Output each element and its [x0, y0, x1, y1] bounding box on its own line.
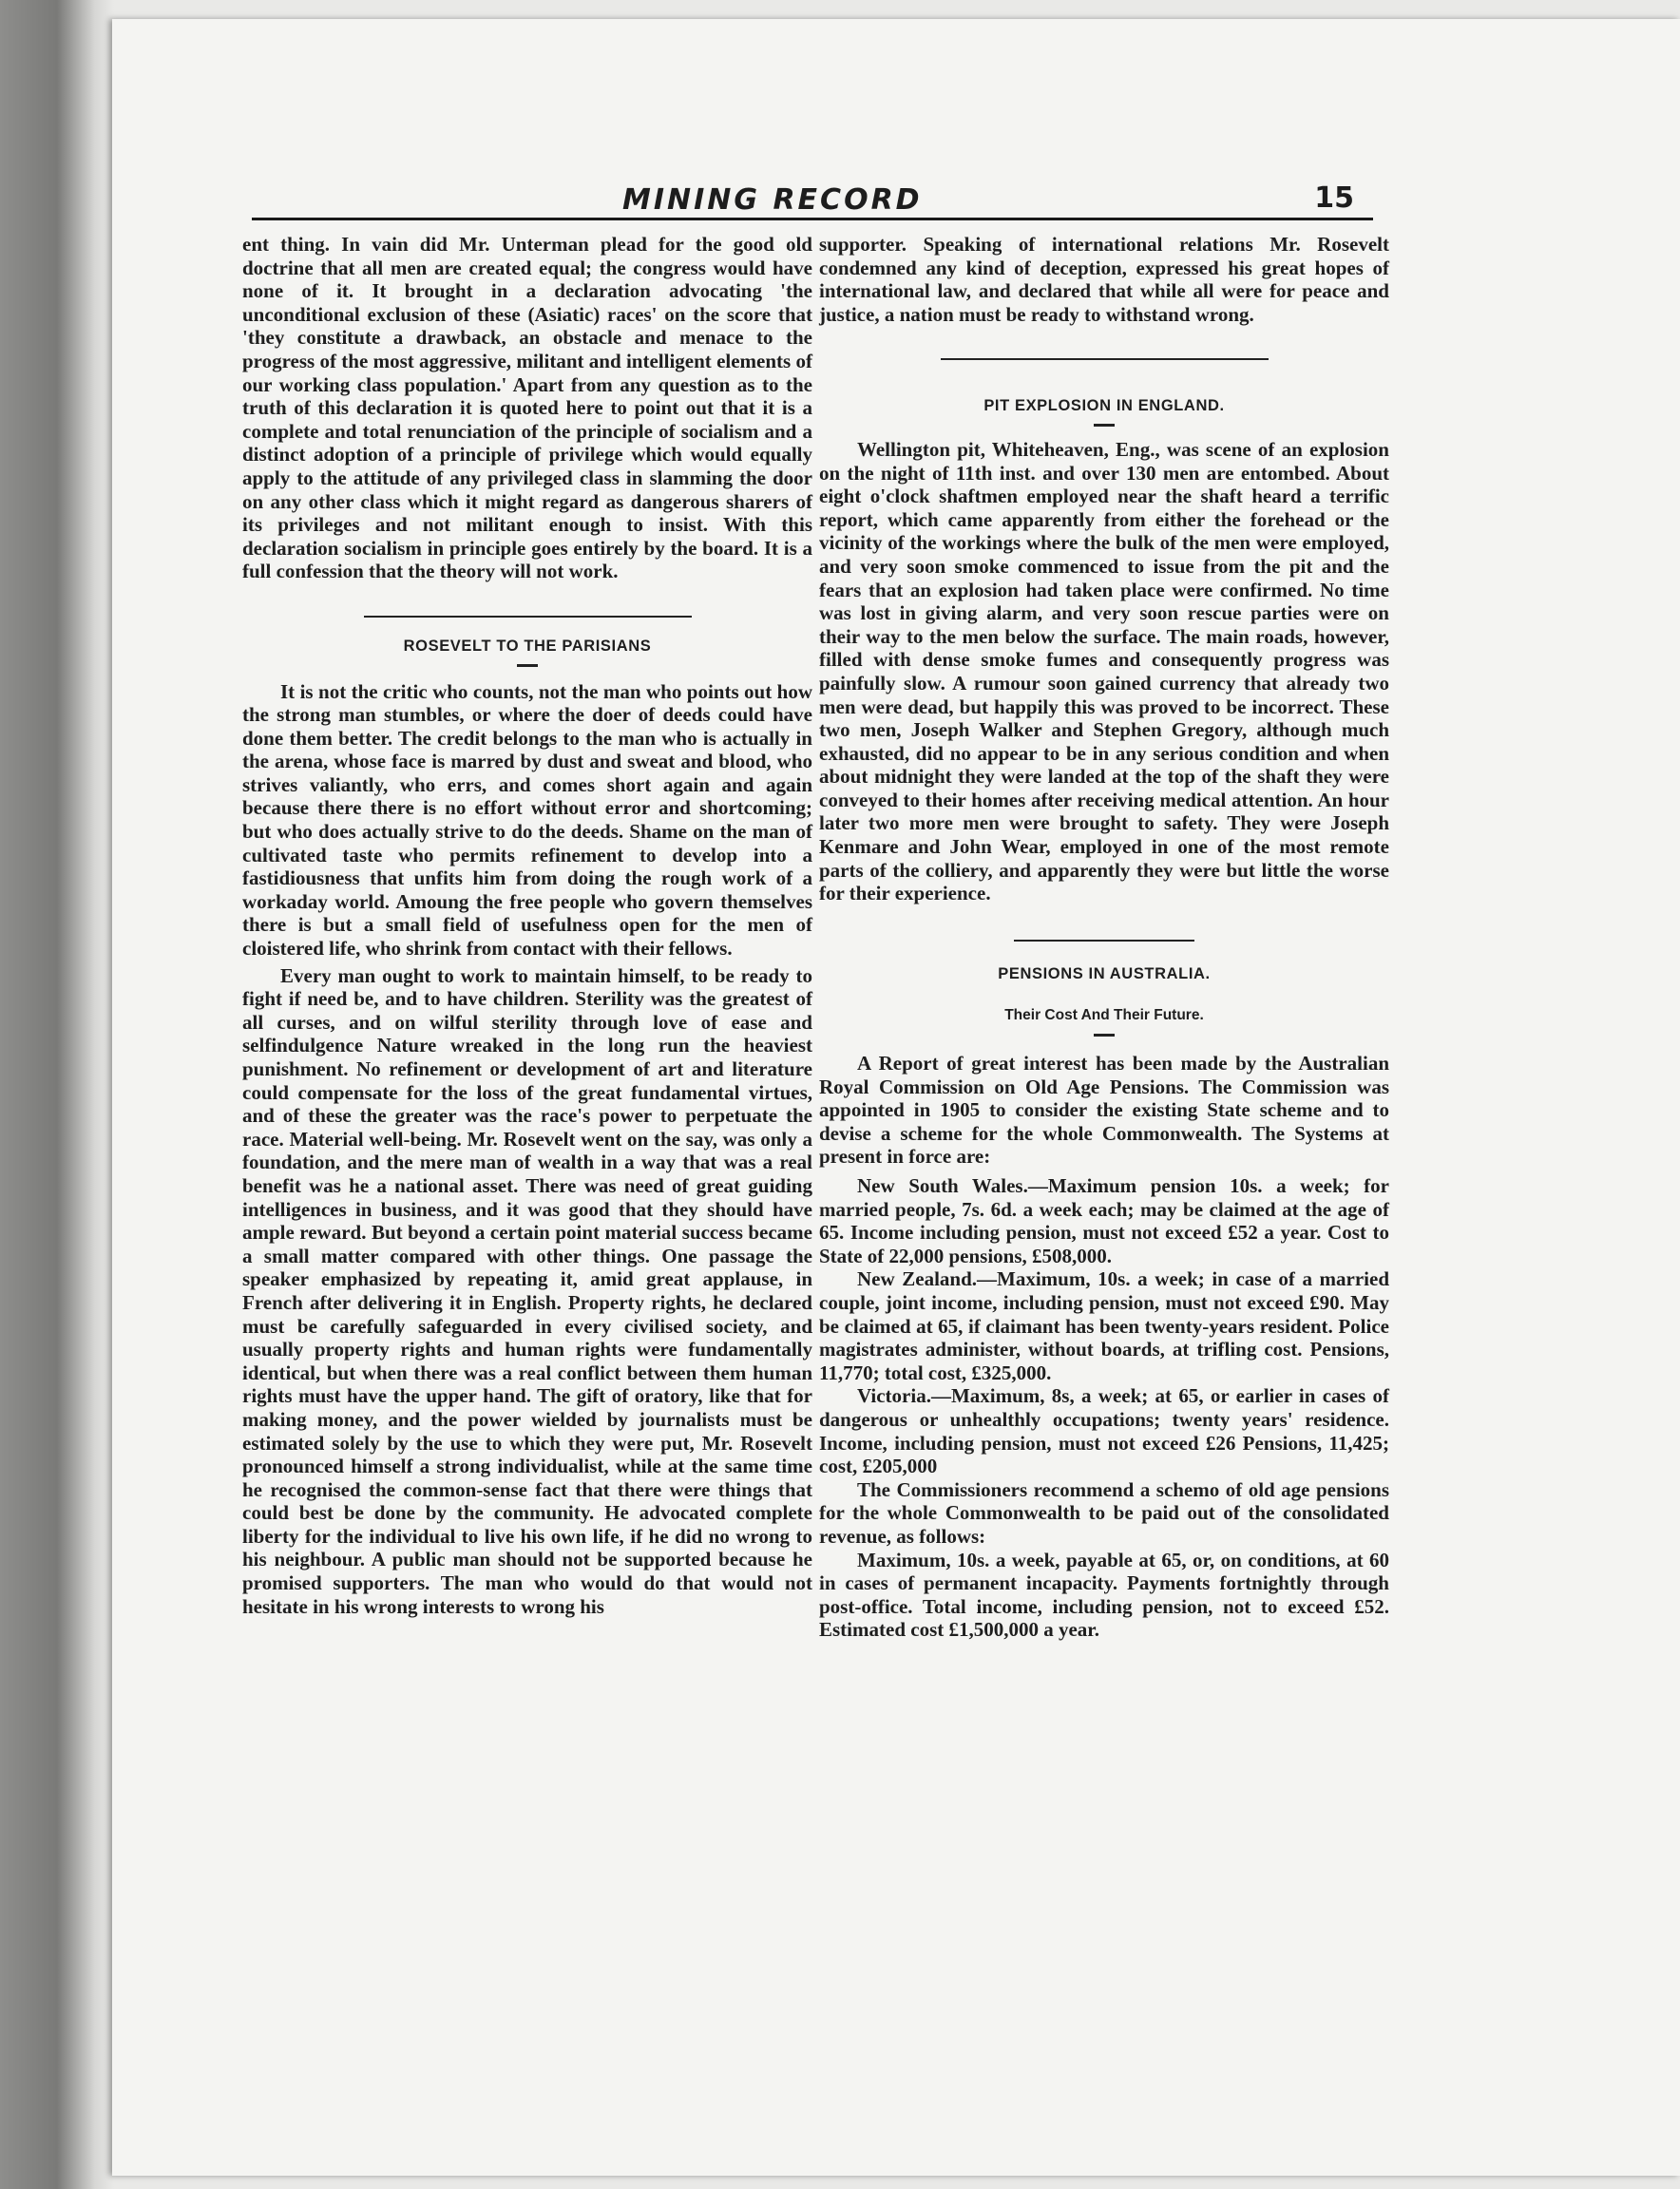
right-column [819, 233, 1389, 1642]
pensions-recommendation: The Commissioners recommend a schemo of old age pensions for the whole Commonwealth to be paid out of the consolidated revenue, as follows: [819, 1477, 1389, 1548]
pensions-nz: New Zealand.—Maximum, 10s. a week; in case of a married couple, joint income, including pension, must not exceed £90. May be claimed at 65, if claimant has been twenty-years resident. Police magistrates administer, without boards, at trifling cost. Pensions, 11,770; total cost, £325,000. [819, 1267, 1389, 1384]
page-header [252, 181, 1373, 220]
pensions-nsw: New South Wales.—Maximum pension 10s. a week; for married people, 7s. 6d. a week each; may be claimed at the age of 65. Income including pension, must not exceed £52 a year. Cost to State of 22,000 pensions, £508,000. [819, 1174, 1389, 1267]
pensions-intro: A Report of great interest has been made by the Australian Royal Commission on Old Age Pensions. The Commission was appointed in 1905 to consider the existing State scheme and to devise a scheme for the whole Commonwealth. The Systems at present in force are: [819, 1052, 1389, 1169]
rosevelt-paragraph-1: It is not the critic who counts, not the man who points out how the strong man stumbles, or where the doer of deeds could have done them better. The credit belongs to the man who is actually in the arena, whose face is marred by dust and sweat and blood, who strives valiantly, who errs, and comes short again and again because there there is no effort without error and shortcoming; but who does actually strive to do the deeds. Shame on the man of cultivated taste who permits refinement to develop into a fastidiousness that unfits him from doing the rough work of a workaday world. Amoung the free people who govern themselves there is but a small field of usefulness open for the men of cloistered life, who shrink from contact with their fellows. [242, 679, 812, 961]
left-column [242, 233, 812, 1618]
section-subheading-pensions: Their Cost And Their Future. [1004, 1007, 1204, 1024]
section-heading-rosevelt: ROSEVELT TO THE PARISIANS [403, 637, 652, 655]
section-heading-pensions: PENSIONS IN AUSTRALIA. [998, 964, 1211, 982]
section-divider [364, 616, 692, 618]
heading-dash [1094, 1034, 1115, 1037]
page-number: 15 [1314, 181, 1354, 215]
heading-dash [517, 664, 538, 667]
rosevelt-paragraph-2: Every man ought to work to maintain himself, to be ready to fight if need be, and to have children. Sterility was the greatest of all curses, and on wilful sterility through love of ease and selfindulgence Nature wreaked in the long run the heaviest punishment. No refinement or development of art and literature could compensate for the loss of the great fundamental virtues, and of these the greater was the race's power to perpetuate the race. Material well-being. Mr. Rosevelt went on the say, was only a foundation, and the mere man of wealth in a way that was a real benefit was he a national asset. There was need of great guiding intelligences in business, and it was good that they should have ample reward. But beyond a certain point material success became a small matter compared with other things. One passage the speaker emphasized by repeating it, amid great applause, in French after delivering it in English. Property rights, he declared must be carefully safeguarded in every civilised society, and usually property rights and human rights were fundamentally identical, but when there was a real conflict between them human rights must have the upper hand. The gift of oratory, like that for making money, and the power wielded by journalists must be estimated solely by the use to which they were put, Mr. Rosevelt pronounced himself a strong individualist, while at the same time he recognised the common-sense fact that there were things that could best be done by the community. He advocated complete liberty for the individual to live his own life, if he did no wrong to his neighbour. A public man should not be supported because he promised supporters. The man who would do that would not hesitate in his wrong interests to wrong his [242, 963, 812, 1618]
publication-title: MINING RECORD [622, 183, 923, 217]
rosevelt-continuation: supporter. Speaking of international relations Mr. Rosevelt condemned any kind of deception, expressed his great hopes of international law, and declared that while all were for peace and justice, a nation must be ready to withstand wrong. [819, 233, 1389, 326]
section-heading-pit-explosion: PIT EXPLOSION IN ENGLAND. [983, 397, 1225, 415]
pensions-maximum: Maximum, 10s. a week, payable at 65, or, on conditions, at 60 in cases of permanent incapacity. Payments fortnightly through post-office. Total income, including pension, not to exceed £52. Estimated cost £1,500,000 a year. [819, 1548, 1389, 1642]
section-divider [941, 358, 1269, 360]
pit-explosion-paragraph: Wellington pit, Whiteheaven, Eng., was scene of an explosion on the night of 11th inst. and over 130 men are entombed. About eight o'clock shaftmen employed near the shaft heard a terrific report, which came apparently from either the forehead or the vicinity of the workings where the bulk of the men were employed, and very soon smoke commenced to issue from the pit and the fears that an explosion had taken place were confirmed. No time was lost in giving alarm, and very soon rescue parties were on their way to the men below the surface. The main roads, however, filled with dense smoke fumes and consequently progress was painfully slow. A rumour soon gained currency that already two men were dead, but happily this was proved to be incorrect. These two men, Joseph Walker and Stephen Gregory, although much exhausted, did no appear to be in any serious condition and when about midnight they were landed at the top of the shaft they were conveyed to their homes after receiving medical attention. An hour later two more men were brought to safety. They were Joseph Kenmare and John Wear, employed in one of the most remote parts of the colliery, and apparently they were but little the worse for their experience. [819, 437, 1389, 905]
heading-dash [1094, 424, 1115, 427]
pensions-victoria: Victoria.—Maximum, 8s, a week; at 65, or earlier in cases of dangerous or unhealthly occupations; twenty years' residence. Income, including pension, must not exceed £26 Pensions, 11,425; cost, £205,000 [819, 1384, 1389, 1478]
scan-left-margin [0, 0, 114, 2189]
article-continuation: ent thing. In vain did Mr. Unterman plead for the good old doctrine that all men are created equal; the congress would have none of it. It brought in a declaration advocating 'the unconditional exclusion of these (Asiatic) races' on the score that 'they constitute a drawback, an obstacle and menace to the progress of the most aggressive, militant and intelligent elements of our working class population.' Apart from any question as to the truth of this declaration it is quoted here to point out that it is a complete and total renunciation of the principle of socialism and a distinct adoption of a principle of privilege which would equally apply to the attitude of any privileged class in slamming the door on any other class which it might regard as dangerous sharers of its privileges and not militant enough to insist. With this declaration socialism in principle goes entirely by the board. It is a full confession that the theory will not work. [242, 233, 812, 583]
section-divider [1014, 940, 1194, 942]
